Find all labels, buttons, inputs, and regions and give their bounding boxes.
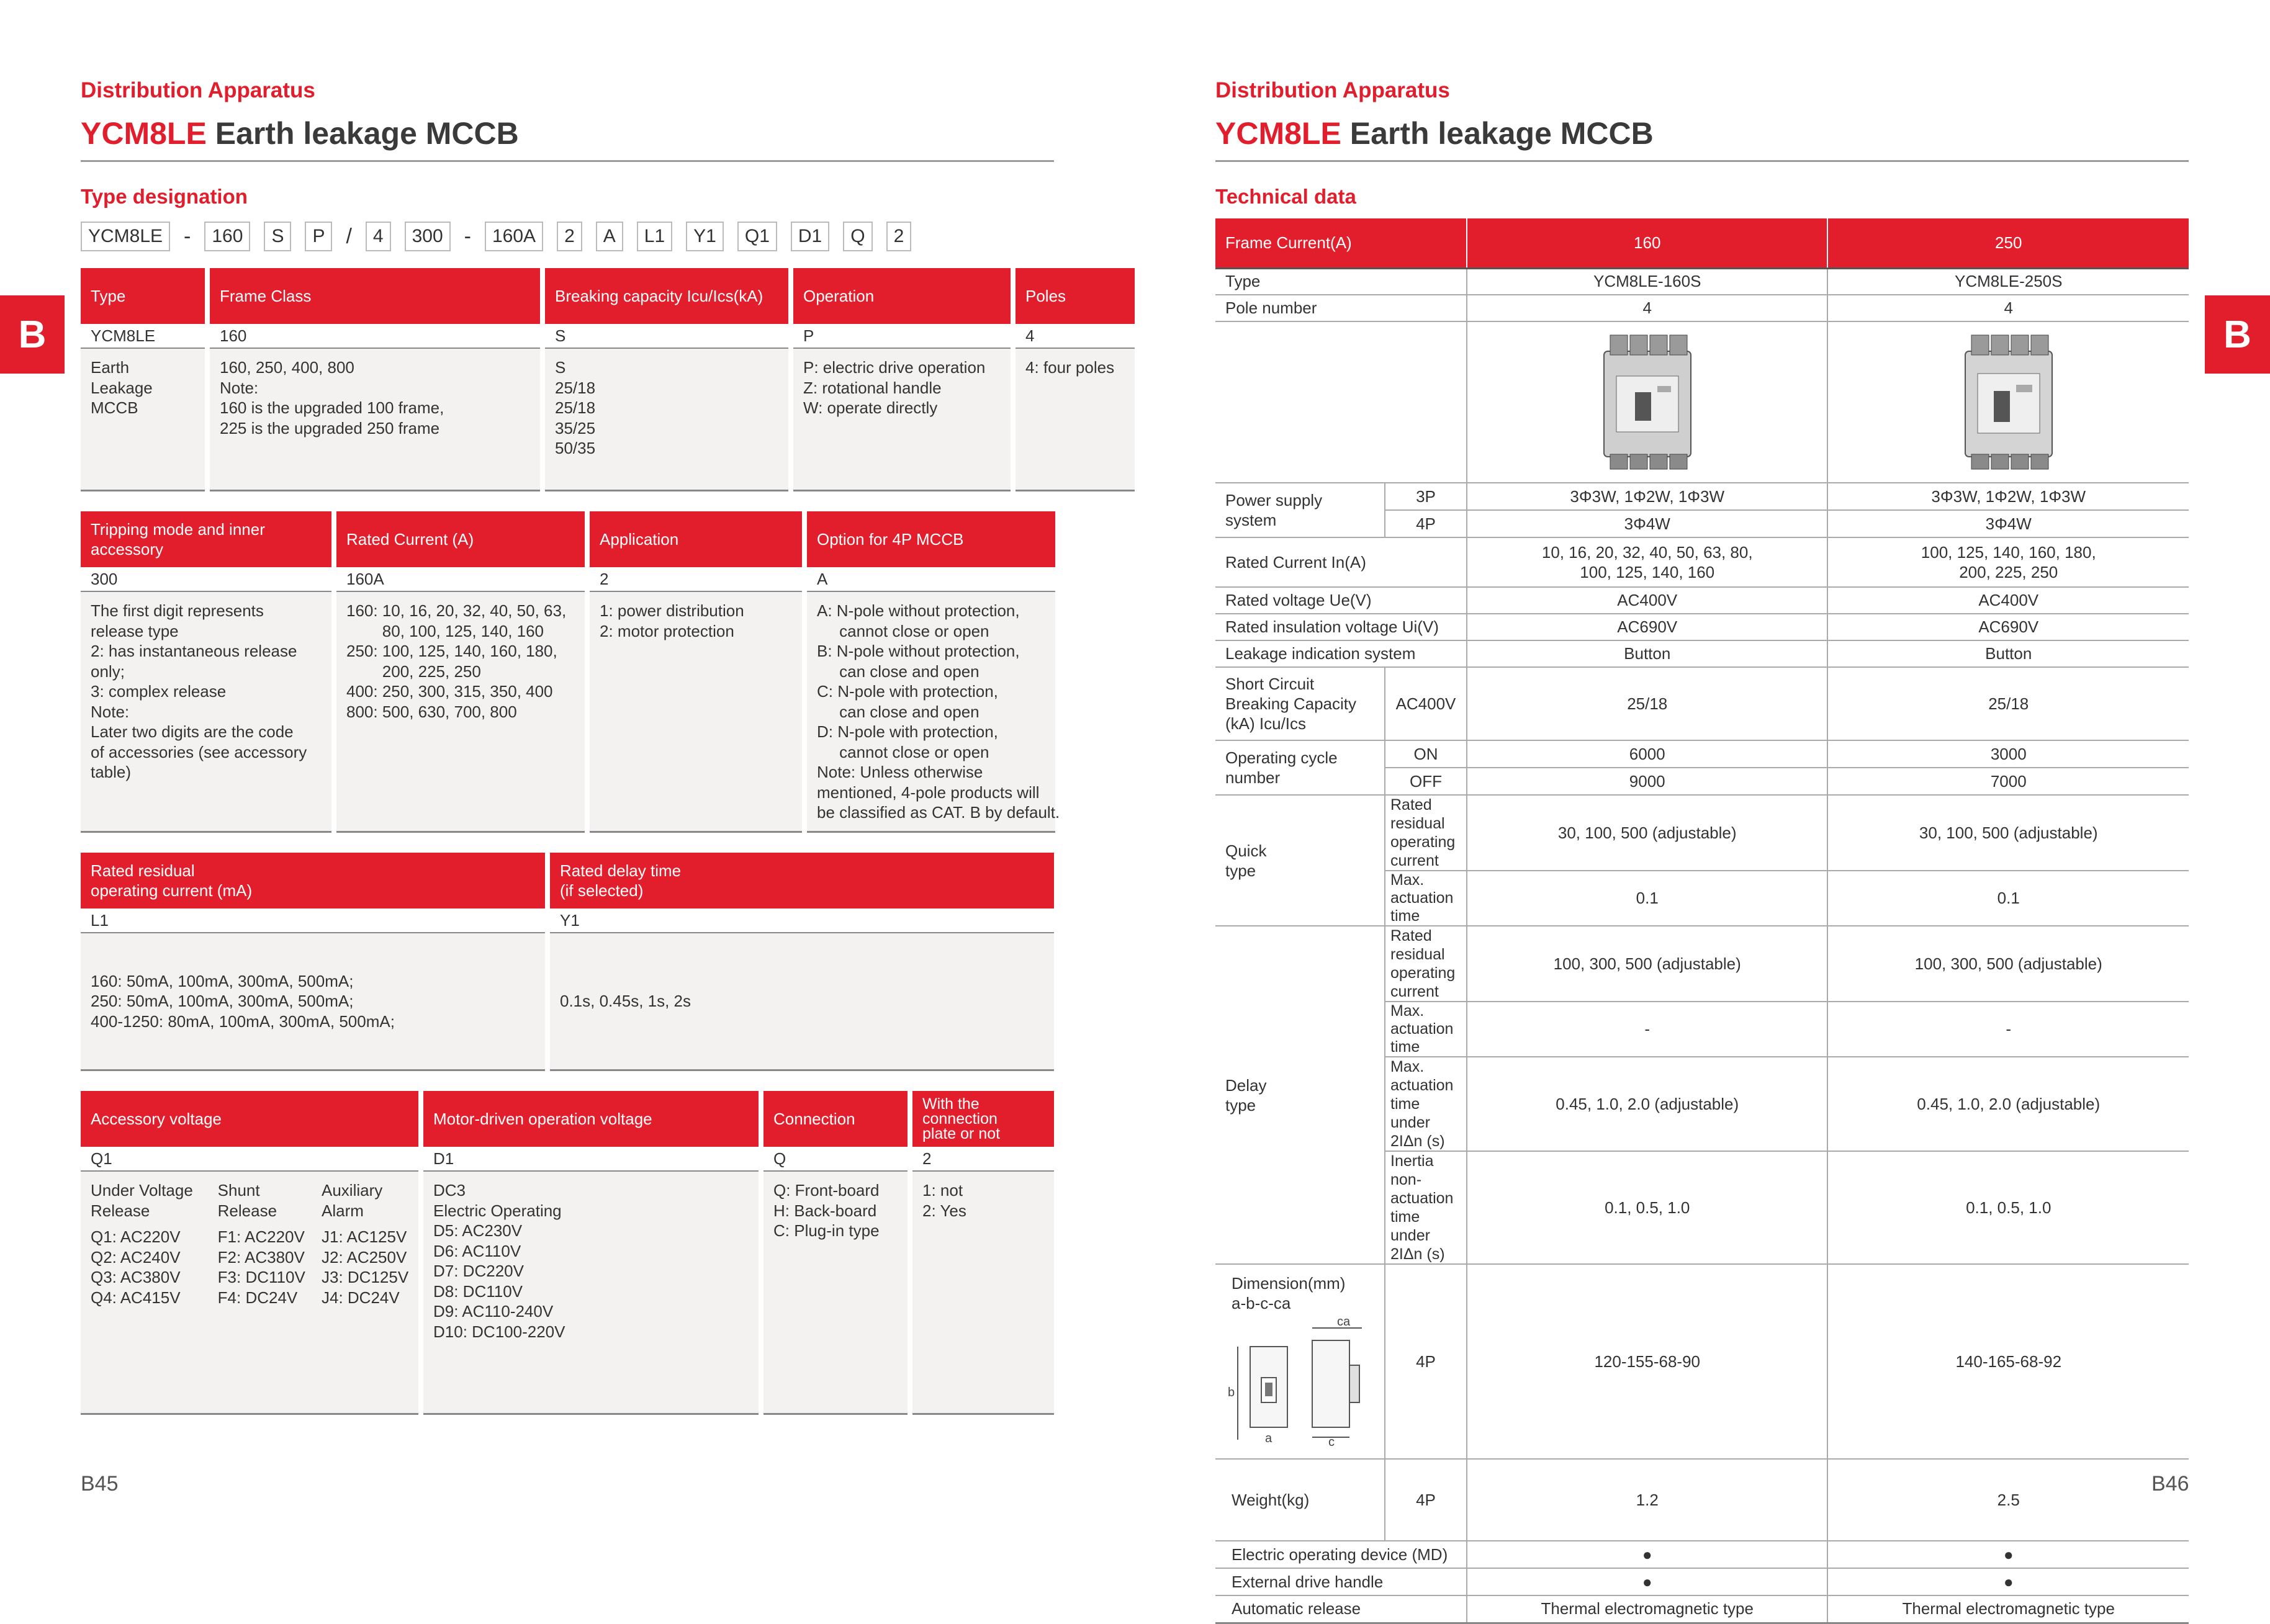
row-sublabel: AC400V bbox=[1385, 667, 1467, 740]
column-header: Tripping mode and inner accessory bbox=[81, 511, 331, 567]
table-row bbox=[1215, 587, 2189, 614]
column-body bbox=[81, 592, 331, 833]
row-value: 30, 100, 500 (adjustable) bbox=[1467, 795, 1828, 871]
row-label: Electric operating device (MD) bbox=[1215, 1541, 1467, 1568]
designation-part: 2 bbox=[557, 222, 582, 251]
row-value: 0.1, 0.5, 1.0 bbox=[1827, 1151, 2189, 1264]
row-value: Button bbox=[1467, 640, 1828, 667]
row-value: 140-165-68-92 bbox=[1827, 1264, 2189, 1459]
row-sublabel: OFF bbox=[1385, 768, 1467, 795]
body-line: 160: 10, 16, 20, 32, 40, 50, 63, 80, 100, 125, 140, 160 bbox=[346, 601, 567, 640]
column-header: With the connection plate or not bbox=[912, 1091, 1054, 1147]
title-rule bbox=[1215, 160, 2189, 162]
column-body bbox=[81, 933, 545, 1071]
section-side-tab: B bbox=[0, 295, 65, 374]
designation-part: L1 bbox=[637, 222, 672, 251]
designation-part: Q1 bbox=[737, 222, 777, 251]
row-value: 25/18 bbox=[1467, 667, 1828, 740]
title-rest: Earth leakage MCCB bbox=[215, 116, 519, 151]
dim-letter: a bbox=[1265, 1432, 1272, 1445]
table-row bbox=[1215, 614, 2189, 640]
table-row bbox=[1215, 537, 2189, 587]
row-label: External drive handle bbox=[1215, 1568, 1467, 1595]
row-value: AC400V bbox=[1467, 587, 1828, 614]
table-row bbox=[1215, 1264, 2189, 1459]
poles-column bbox=[1016, 268, 1135, 491]
row-value: AC690V bbox=[1827, 614, 2189, 640]
column-code: 160 bbox=[210, 324, 540, 349]
row-value: 30, 100, 500 (adjustable) bbox=[1827, 795, 2189, 871]
column-header: Rated delay time (if selected) bbox=[550, 853, 1054, 908]
left-page bbox=[0, 0, 1135, 1540]
row-sublabel: Rated residual operating current bbox=[1385, 795, 1467, 871]
body-line: D: N-pole with protection, cannot close or open bbox=[817, 722, 998, 761]
table-row bbox=[1215, 740, 2189, 768]
subcolumn-values: F1: AC220V F2: AC380V F3: DC110V F4: DC24V bbox=[217, 1227, 305, 1307]
row-value: Thermal electromagnetic type bbox=[1827, 1595, 2189, 1623]
designation-part: 4 bbox=[366, 222, 391, 251]
row-label: Weight(kg) bbox=[1215, 1459, 1385, 1541]
designation-part: Y1 bbox=[686, 222, 724, 251]
column-body: 4: four poles bbox=[1016, 349, 1135, 491]
column-header: Motor-driven operation voltage bbox=[423, 1091, 759, 1147]
row-value: 100, 300, 500 (adjustable) bbox=[1467, 926, 1828, 1002]
column-header: Type bbox=[81, 268, 205, 324]
row-sublabel: Rated residual operating current bbox=[1385, 926, 1467, 1002]
type-designation bbox=[81, 222, 911, 251]
designation-part: YCM8LE bbox=[81, 222, 170, 251]
row-label: Rated insulation voltage Ui(V) bbox=[1215, 614, 1467, 640]
delay-time-column bbox=[550, 853, 1054, 1071]
body-line: The first digit represents release type bbox=[91, 601, 264, 640]
row-value: 25/18 bbox=[1827, 667, 2189, 740]
residual-current-column bbox=[81, 853, 545, 1071]
section-side-tab: B bbox=[2205, 295, 2270, 374]
table-row bbox=[1215, 1595, 2189, 1623]
subtitle: Type designation bbox=[81, 185, 248, 208]
section-label: Distribution Apparatus bbox=[81, 78, 315, 102]
row-sublabel: Max. actuation time bbox=[1385, 871, 1467, 926]
table-row bbox=[1215, 926, 2189, 1002]
row-value: 7000 bbox=[1827, 768, 2189, 795]
dim-letter: c bbox=[1328, 1435, 1335, 1446]
row-value: 0.1 bbox=[1827, 871, 2189, 926]
motor-voltage-column bbox=[423, 1091, 759, 1415]
accessory-subcolumn bbox=[322, 1180, 408, 1404]
column-header: Poles bbox=[1016, 268, 1135, 324]
column-header: Connection bbox=[763, 1091, 908, 1147]
accessory-voltage-column bbox=[81, 1091, 418, 1415]
table-row bbox=[1215, 295, 2189, 321]
mccb-image-160 bbox=[1598, 333, 1697, 472]
column-code: 2 bbox=[912, 1147, 1054, 1172]
row-label: Operating cycle number bbox=[1215, 740, 1385, 795]
row-label: Quick type bbox=[1215, 795, 1385, 926]
designation-part: S bbox=[264, 222, 291, 251]
title-model: YCM8LE bbox=[81, 116, 207, 151]
column-code: 4 bbox=[1016, 324, 1135, 349]
row-value: - bbox=[1467, 1002, 1828, 1057]
operation-column bbox=[793, 268, 1011, 491]
row-value: ● bbox=[1827, 1568, 2189, 1595]
row-value: 3Φ3W, 1Φ2W, 1Φ3W bbox=[1467, 483, 1828, 510]
row-label: Automatic release bbox=[1215, 1595, 1467, 1623]
accessory-table bbox=[81, 1091, 1054, 1415]
row-value: Button bbox=[1827, 640, 2189, 667]
column-code: 2 bbox=[590, 567, 802, 592]
row-value: 10, 16, 20, 32, 40, 50, 63, 80, 100, 125, 140, 160 bbox=[1467, 537, 1828, 587]
column-header: Frame Class bbox=[210, 268, 540, 324]
header-cell: 160 bbox=[1467, 218, 1828, 268]
type-table bbox=[81, 268, 1115, 491]
column-body: 1: not 2: Yes bbox=[912, 1172, 1054, 1415]
row-label bbox=[1215, 321, 1467, 483]
column-code: S bbox=[545, 324, 788, 349]
column-header: Rated residual operating current (mA) bbox=[81, 853, 545, 908]
designation-part: A bbox=[596, 222, 623, 251]
column-code: Q bbox=[763, 1147, 908, 1172]
column-body: 160, 250, 400, 800 Note: 160 is the upgraded 100 frame, 225 is the upgraded 250 frame bbox=[210, 349, 540, 491]
column-body: Q: Front-board H: Back-board C: Plug-in type bbox=[763, 1172, 908, 1415]
row-label: Delay type bbox=[1215, 926, 1385, 1264]
row-value: 3Φ4W bbox=[1467, 510, 1828, 537]
option-4p-column bbox=[807, 511, 1060, 833]
column-header: Operation bbox=[793, 268, 1011, 324]
table-header-row bbox=[1215, 218, 2189, 268]
row-value: 9000 bbox=[1467, 768, 1828, 795]
accessory-subcolumn bbox=[91, 1180, 205, 1404]
column-code: Q1 bbox=[81, 1147, 418, 1172]
page-number: B46 bbox=[2151, 1472, 2189, 1496]
table-row bbox=[1215, 1541, 2189, 1568]
row-sublabel: 3P bbox=[1385, 483, 1467, 510]
column-header: Accessory voltage bbox=[81, 1091, 418, 1147]
row-value: 0.1 bbox=[1467, 871, 1828, 926]
column-body: Earth Leakage MCCB bbox=[81, 349, 205, 491]
row-label: Leakage indication system bbox=[1215, 640, 1467, 667]
subtitle: Technical data bbox=[1215, 185, 1356, 208]
column-body: DC3 Electric Operating D5: AC230V D6: AC110V D7: DC220V D8: DC110V D9: AC110-240V D10: DC100-220V bbox=[423, 1172, 759, 1415]
table-row bbox=[1215, 1459, 2189, 1541]
row-value: 120-155-68-90 bbox=[1467, 1264, 1828, 1459]
designation-part: D1 bbox=[791, 222, 829, 251]
row-value: Thermal electromagnetic type bbox=[1467, 1595, 1828, 1623]
frame-class-column bbox=[210, 268, 540, 491]
column-header: Rated Current (A) bbox=[336, 511, 585, 567]
designation-part: 300 bbox=[405, 222, 451, 251]
row-value: AC400V bbox=[1827, 587, 2189, 614]
column-header: Option for 4P MCCB bbox=[807, 511, 1055, 567]
row-value: 4 bbox=[1827, 295, 2189, 321]
row-value: AC690V bbox=[1467, 614, 1828, 640]
row-sublabel: ON bbox=[1385, 740, 1467, 768]
column-body bbox=[550, 933, 1054, 1071]
body-line: 250: 100, 125, 140, 160, 180, 200, 225, 250 bbox=[346, 642, 557, 681]
subcolumn-head: Shunt Release bbox=[217, 1181, 277, 1220]
connection-column bbox=[763, 1091, 908, 1415]
row-value: 100, 125, 140, 160, 180, 200, 225, 250 bbox=[1827, 537, 2189, 587]
row-label: Rated voltage Ue(V) bbox=[1215, 587, 1467, 614]
column-code: 160A bbox=[336, 567, 585, 592]
column-body: P: electric drive operation Z: rotational handle W: operate directly bbox=[793, 349, 1011, 491]
body-line: C: N-pole with protection, can close and open bbox=[817, 682, 998, 721]
column-code: 300 bbox=[81, 567, 331, 592]
column-code: YCM8LE bbox=[81, 324, 205, 349]
table-row bbox=[1215, 795, 2189, 871]
page-title bbox=[1215, 115, 1654, 151]
body-line: 3: complex release bbox=[91, 682, 227, 701]
row-value: 3Φ4W bbox=[1827, 510, 2189, 537]
column-body: 1: power distribution 2: motor protection bbox=[590, 592, 802, 833]
body-line: Later two digits are the code of accessories (see accessory table) bbox=[91, 722, 307, 781]
row-label: Pole number bbox=[1215, 295, 1467, 321]
table-row bbox=[1215, 268, 2189, 295]
header-cell: Frame Current(A) bbox=[1215, 218, 1467, 268]
row-sublabel: Max. actuation time bbox=[1385, 1002, 1467, 1057]
row-value: 3Φ3W, 1Φ2W, 1Φ3W bbox=[1827, 483, 2189, 510]
subcolumn-head: Under Voltage Release bbox=[91, 1181, 193, 1220]
accessory-subcolumn bbox=[218, 1180, 309, 1404]
body-line: B: N-pole without protection, can close and open bbox=[817, 642, 1020, 681]
row-value: 4 bbox=[1467, 295, 1828, 321]
row-value: ● bbox=[1827, 1541, 2189, 1568]
column-code: D1 bbox=[423, 1147, 759, 1172]
title-rest: Earth leakage MCCB bbox=[1349, 116, 1654, 151]
row-value: ● bbox=[1467, 1568, 1828, 1595]
breaking-capacity-column bbox=[545, 268, 788, 491]
tripping-table bbox=[81, 511, 1060, 833]
column-code: L1 bbox=[81, 908, 545, 933]
page-number: B45 bbox=[81, 1472, 119, 1496]
dimension-label-cell bbox=[1215, 1264, 1385, 1459]
row-value: 1.2 bbox=[1467, 1459, 1828, 1541]
body-line: 800: 500, 630, 700, 800 bbox=[346, 702, 517, 721]
page-title bbox=[81, 115, 519, 151]
row-sublabel: Inertia non-actuation time under 2IΔn (s) bbox=[1385, 1151, 1467, 1264]
table-row bbox=[1215, 640, 2189, 667]
column-body: S 25/18 25/18 35/25 50/35 bbox=[545, 349, 788, 491]
product-image-row bbox=[1215, 321, 2189, 483]
row-label: Type bbox=[1215, 268, 1467, 295]
title-rule bbox=[81, 160, 1054, 162]
mccb-image-250 bbox=[1959, 333, 2058, 472]
row-value: 2.5 bbox=[1827, 1459, 2189, 1541]
body-line: Note: Unless otherwise mentioned, 4-pole products will be classified as CAT. B by default. bbox=[817, 763, 1060, 822]
dimension-diagram bbox=[1225, 1316, 1374, 1446]
table-row bbox=[1215, 483, 2189, 510]
body-line: 2: has instantaneous release only; bbox=[91, 642, 297, 681]
subcolumn-head: Auxiliary Alarm bbox=[322, 1181, 383, 1220]
header-cell: 250 bbox=[1827, 218, 2189, 268]
column-body bbox=[807, 592, 1060, 833]
row-value: YCM8LE-160S bbox=[1467, 268, 1828, 295]
column-header: Application bbox=[590, 511, 802, 567]
title-model: YCM8LE bbox=[1215, 116, 1341, 151]
table-row bbox=[1215, 667, 2189, 740]
row-value: 3000 bbox=[1827, 740, 2189, 768]
column-body bbox=[336, 592, 585, 833]
column-header: Breaking capacity Icu/Ics(kA) bbox=[545, 268, 788, 324]
column-code: P bbox=[793, 324, 1011, 349]
section-label: Distribution Apparatus bbox=[1215, 78, 1450, 102]
row-value: 100, 300, 500 (adjustable) bbox=[1827, 926, 2189, 1002]
table-row bbox=[1215, 1568, 2189, 1595]
row-value: YCM8LE-250S bbox=[1827, 268, 2189, 295]
subcolumn-values: Q1: AC220V Q2: AC240V Q3: AC380V Q4: AC415V bbox=[91, 1227, 181, 1307]
tripping-column bbox=[81, 511, 331, 833]
technical-data-table bbox=[1215, 218, 2189, 1624]
row-label: Dimension(mm) a-b-c-ca bbox=[1232, 1274, 1346, 1312]
row-sublabel: 4P bbox=[1385, 1459, 1467, 1541]
row-value: ● bbox=[1467, 1541, 1828, 1568]
designation-part: 160A bbox=[485, 222, 543, 251]
row-label: Short Circuit Breaking Capacity (kA) Icu/Ics bbox=[1215, 667, 1385, 740]
column-code: Y1 bbox=[550, 908, 1054, 933]
row-value: 6000 bbox=[1467, 740, 1828, 768]
row-sublabel: 4P bbox=[1385, 510, 1467, 537]
row-label: Power supply system bbox=[1215, 483, 1385, 537]
row-sublabel: Max. actuation time under 2IΔn (s) bbox=[1385, 1057, 1467, 1151]
body-line: Note: bbox=[91, 702, 130, 721]
dim-letter: b bbox=[1228, 1386, 1235, 1399]
column-body bbox=[81, 1172, 418, 1415]
body-line: 400: 250, 300, 315, 350, 400 bbox=[346, 682, 553, 701]
body-text: 160: 50mA, 100mA, 300mA, 500mA; 250: 50mA, 100mA, 300mA, 500mA; 400-1250: 80mA, 100mA, 300mA, 500mA; bbox=[91, 971, 395, 1031]
subcolumn-values: J1: AC125V J2: AC250V J3: DC125V J4: DC24V bbox=[322, 1227, 409, 1307]
residual-table bbox=[81, 853, 1054, 1071]
type-column bbox=[81, 268, 205, 491]
body-line: A: N-pole without protection, cannot close or open bbox=[817, 601, 1020, 640]
row-value: 0.45, 1.0, 2.0 (adjustable) bbox=[1467, 1057, 1828, 1151]
designation-part: 160 bbox=[204, 222, 250, 251]
row-value: - bbox=[1827, 1002, 2189, 1057]
row-value: 0.45, 1.0, 2.0 (adjustable) bbox=[1827, 1057, 2189, 1151]
application-column bbox=[590, 511, 802, 833]
row-label: Rated Current In(A) bbox=[1215, 537, 1467, 587]
product-image-160 bbox=[1467, 321, 1828, 483]
plate-column bbox=[912, 1091, 1054, 1415]
designation-part: P bbox=[305, 222, 332, 251]
rated-current-column bbox=[336, 511, 585, 833]
designation-sep: - bbox=[464, 224, 471, 248]
dim-letter: ca bbox=[1337, 1316, 1351, 1329]
designation-sep: / bbox=[346, 224, 352, 248]
body-text: 0.1s, 0.45s, 1s, 2s bbox=[560, 992, 691, 1011]
product-image-250 bbox=[1827, 321, 2189, 483]
designation-part: 2 bbox=[886, 222, 912, 251]
column-code: A bbox=[807, 567, 1055, 592]
row-value: 0.1, 0.5, 1.0 bbox=[1467, 1151, 1828, 1264]
designation-part: Q bbox=[843, 222, 872, 251]
designation-sep: - bbox=[184, 224, 191, 248]
row-sublabel: 4P bbox=[1385, 1264, 1467, 1459]
